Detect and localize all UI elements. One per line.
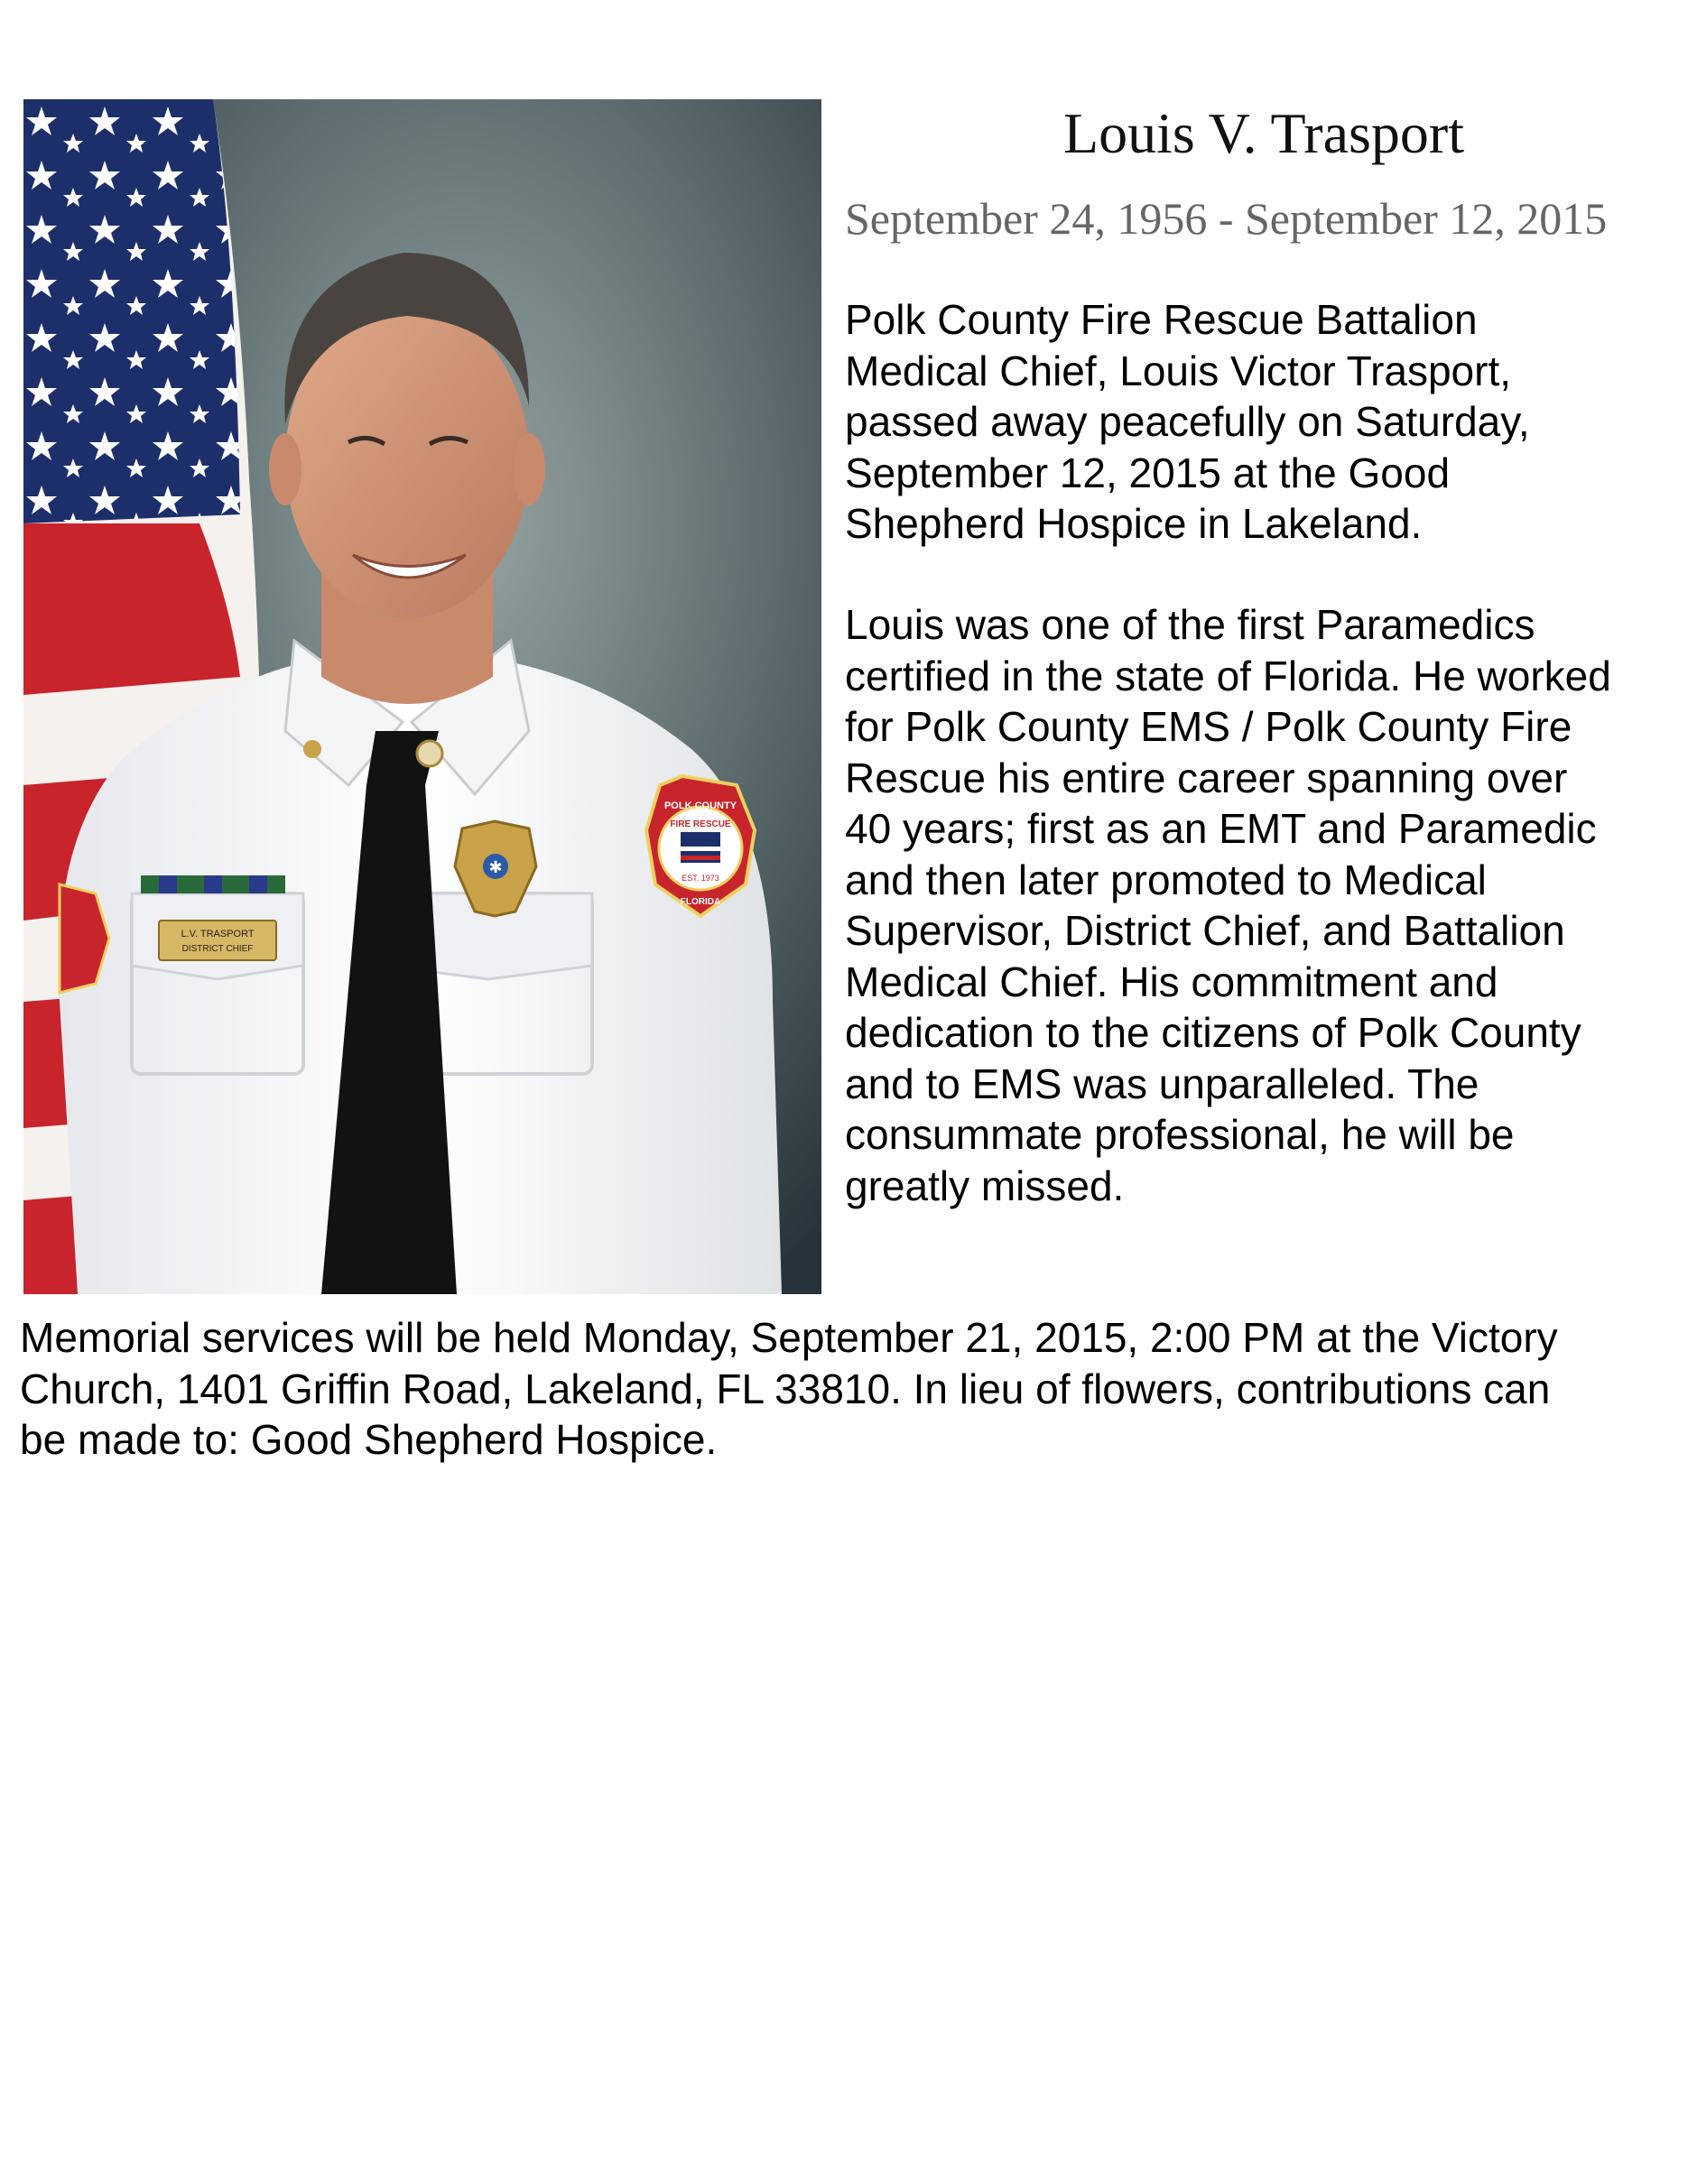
collar-pin-left [303,740,321,758]
collar-pin-right [417,741,442,766]
svg-text:✱: ✱ [488,858,503,877]
patch-mid-text: FIRE RESCUE [670,819,731,829]
portrait-photo [23,99,821,1294]
ribbon-bar [141,875,285,893]
obituary-paragraph-1: Polk County Fire Rescue Battalion Medical Chief, Louis Victor Trasport, passed away peacefully on Saturday, September 12, 2015 at the Good Shepherd Hospice in Lakeland. [845,296,1530,547]
patch-est-text: EST. 1973 [682,874,719,883]
obituary-paragraph-2: Louis was one of the first Paramedics certified in the state of Florida. He worked for Polk County EMS / Polk County Fire Rescue his entire career spanning over 40 years; first as an EMT and Paramedic and then later promoted to Medical Supervisor, District Chief, and Battalion Medical Chief. His commitment and dedication to the citizens of Polk County and to EMS was unparalleled. The consummate professional, he will be greatly missed. [845,601,1611,1209]
patch-bottom-text: FLORIDA [680,897,721,907]
life-dates: September 24, 1956 - September 12, 2015 [845,193,1608,244]
name-tag-line-2: DISTRICT CHIEF [181,944,254,954]
name-tag-line-1: L.V. TRASPORT [181,929,255,939]
patch-top-text: POLK COUNTY [663,800,737,811]
memorial-services-paragraph: Memorial services will be held Monday, September 21, 2015, 2:00 PM at the Victory Church, 1401 Griffin Road, Lakeland, FL 33810. In lieu of flowers, contributions can be made to: Good Shepherd Hospice. [20,1314,1558,1463]
deceased-name: Louis V. Trasport [1063,101,1464,165]
name-tag [159,921,276,960]
